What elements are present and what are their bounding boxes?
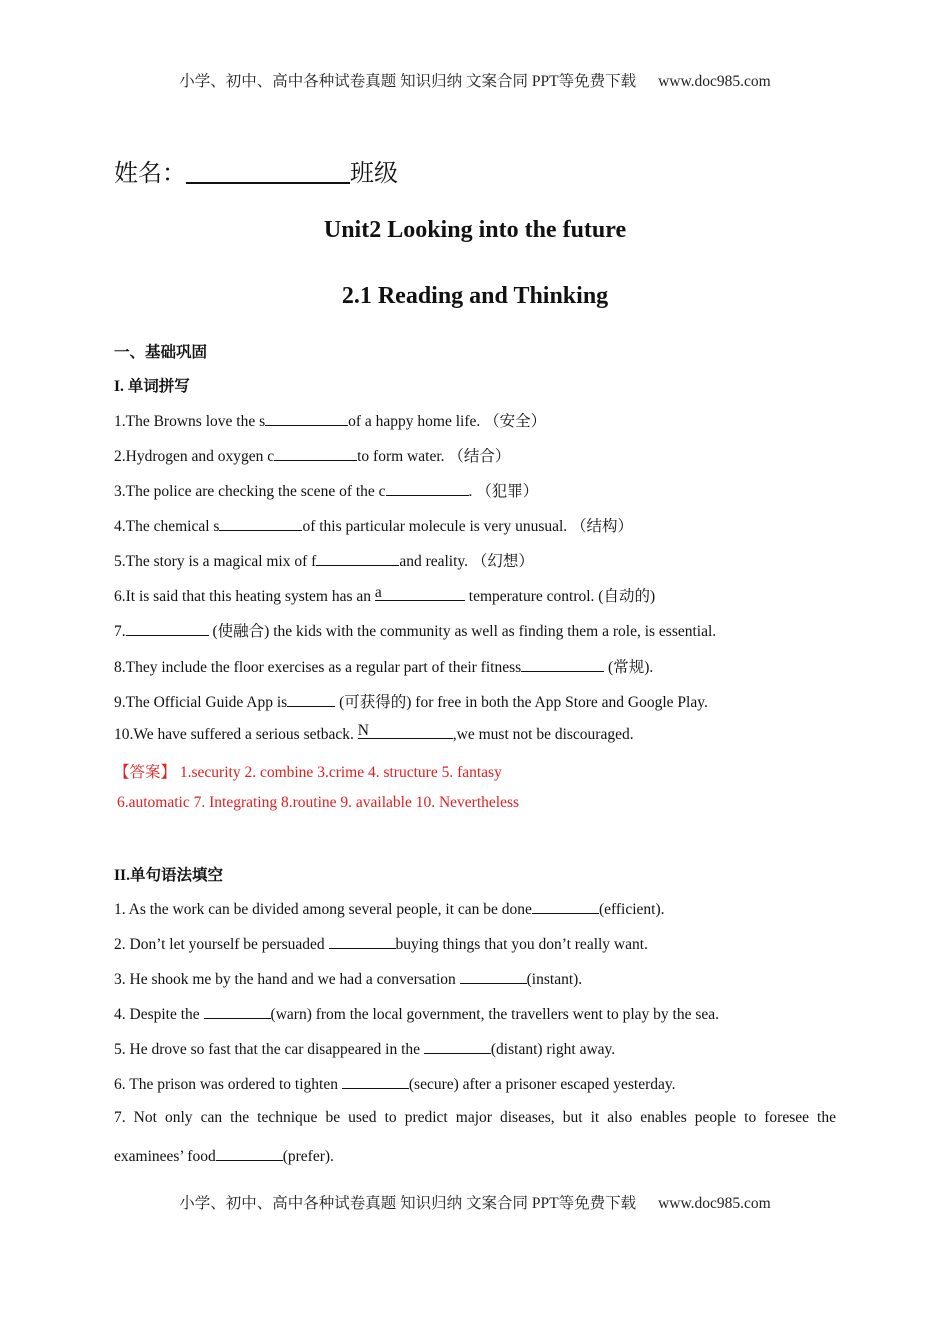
header-url: www.doc985.com [658,73,771,90]
part1-question-7 [114,619,716,641]
question-text: to form water. （结合） [357,448,511,465]
question-text: of this particular molecule is very unusual. （结构） [302,518,634,535]
name-blank[interactable] [186,156,350,184]
section-heading: 一、基础巩固 [114,343,208,361]
question-text: 10.We have suffered a serious setback. [114,726,358,743]
part2-question-4 [114,1004,719,1024]
part2-q7-line1: 7. Not only can the technique be used to predict major diseases, but it also enables people to foresee the [114,1109,836,1126]
part1-heading [114,374,190,396]
question-text: 5.The story is a magical mix of f [114,553,317,570]
part1-question-10 [114,724,634,744]
q7-post: (prefer). [282,1148,334,1165]
question-text: 4. Despite the [114,1006,204,1023]
answer-blank[interactable] [532,899,599,914]
answer-line-2: 6.automatic 7. Integrating 8.routine 9. available 10. Nevertheless [117,794,520,811]
question-text: of a happy home life. （安全） [348,413,547,430]
answer-blank[interactable] [521,657,604,672]
question-text: 2. Don’t let yourself be persuaded [114,936,329,953]
name-class-line [114,153,398,188]
answer-line-1: 【答案】 1.security 2. combine 3.crime 4. structure 5. fantasy [114,764,502,781]
question-text: buying things that you don’t really want. [395,936,648,953]
name-label: 姓名： [114,159,186,187]
question-text: 8.They include the floor exercises as a regular part of their fitness [114,659,522,676]
answer-blank[interactable] [358,724,453,739]
question-text: 3. He shook me by the hand and we had a conversation [114,971,460,988]
answer-blank[interactable] [342,1074,409,1089]
question-text: (常规). [604,659,654,676]
question-text: (instant). [526,971,583,988]
question-text: and reality. （幻想） [399,553,534,570]
answer-blank[interactable] [216,1146,283,1161]
unit-title: Unit2 Looking into the future [323,217,627,243]
answer-blank[interactable] [316,551,399,566]
answer-blank[interactable] [274,446,357,461]
question-text: 1. As the work can be divided among several people, it can be done [114,901,532,918]
question-text: 4.The chemical s [114,518,220,535]
question-text: 6.It is said that this heating system has an [114,588,375,605]
answer-blank[interactable] [386,481,469,496]
answer-blank[interactable] [204,1004,271,1019]
page-header [0,69,950,91]
answer-blank[interactable] [329,934,396,949]
question-text: (可获得的) for free in both the App Store and Google Play. [335,694,708,711]
answer-blank[interactable] [424,1039,491,1054]
part1-question-5 [114,549,534,571]
question-text: temperature control. (自动的) [464,588,656,605]
answer-blank[interactable] [126,621,209,636]
question-text: (warn) from the local government, the travellers went to play by the sea. [270,1006,720,1023]
answer-blank[interactable] [219,516,302,531]
part2-question-5 [114,1039,615,1059]
part2-question-6 [114,1074,676,1094]
answer-blank[interactable] [375,586,465,601]
part1-question-1 [114,409,546,431]
part1-question-3 [114,479,538,501]
hint-letter: N [357,722,369,739]
question-text: (secure) after a prisoner escaped yesterday. [408,1076,676,1093]
hint-letter: a [374,584,382,601]
question-text: (使融合) the kids with the community as well as finding them a role, is essential. [208,623,717,640]
answer-blank[interactable] [287,692,335,707]
question-text: (distant) right away. [490,1041,616,1058]
header-text: 小学、初中、高中各种试卷真题 知识归纳 文案合同 PPT等免费下载 [179,73,637,90]
part1-question-9 [114,690,708,712]
question-text: 3.The police are checking the scene of the c [114,483,386,500]
page-footer [0,1191,950,1213]
question-text: 1.The Browns love the s [114,413,266,430]
question-text: ,we must not be discouraged. [452,726,634,743]
part1-question-6 [114,584,655,606]
footer-url: www.doc985.com [658,1195,771,1212]
part2-q7-line2 [114,1146,334,1166]
part1-question-4 [114,514,633,536]
question-text: (efficient). [598,901,665,918]
class-label: 班级 [350,159,398,187]
answer-blank[interactable] [460,969,527,984]
answer-blank[interactable] [265,411,348,426]
part1-heading-text: I. 单词拼写 [114,378,190,395]
question-text: 5. He drove so fast that the car disappeared in the [114,1041,424,1058]
part1-question-2 [114,444,510,466]
part2-question-3 [114,969,582,989]
question-text: 2.Hydrogen and oxygen c [114,448,275,465]
question-text: 9.The Official Guide App is [114,694,288,711]
q7-pre: examinees’ food [114,1148,216,1165]
question-text: 7. [114,623,126,640]
question-text: 6. The prison was ordered to tighten [114,1076,342,1093]
footer-text: 小学、初中、高中各种试卷真题 知识归纳 文案合同 PPT等免费下载 [179,1195,637,1212]
part2-heading: II.单句语法填空 [114,867,223,884]
question-text: . （犯罪） [468,483,539,500]
lesson-title: 2.1 Reading and Thinking [341,283,609,309]
part2-question-1 [114,899,665,919]
part1-question-8 [114,655,653,677]
part2-question-2 [114,934,648,954]
